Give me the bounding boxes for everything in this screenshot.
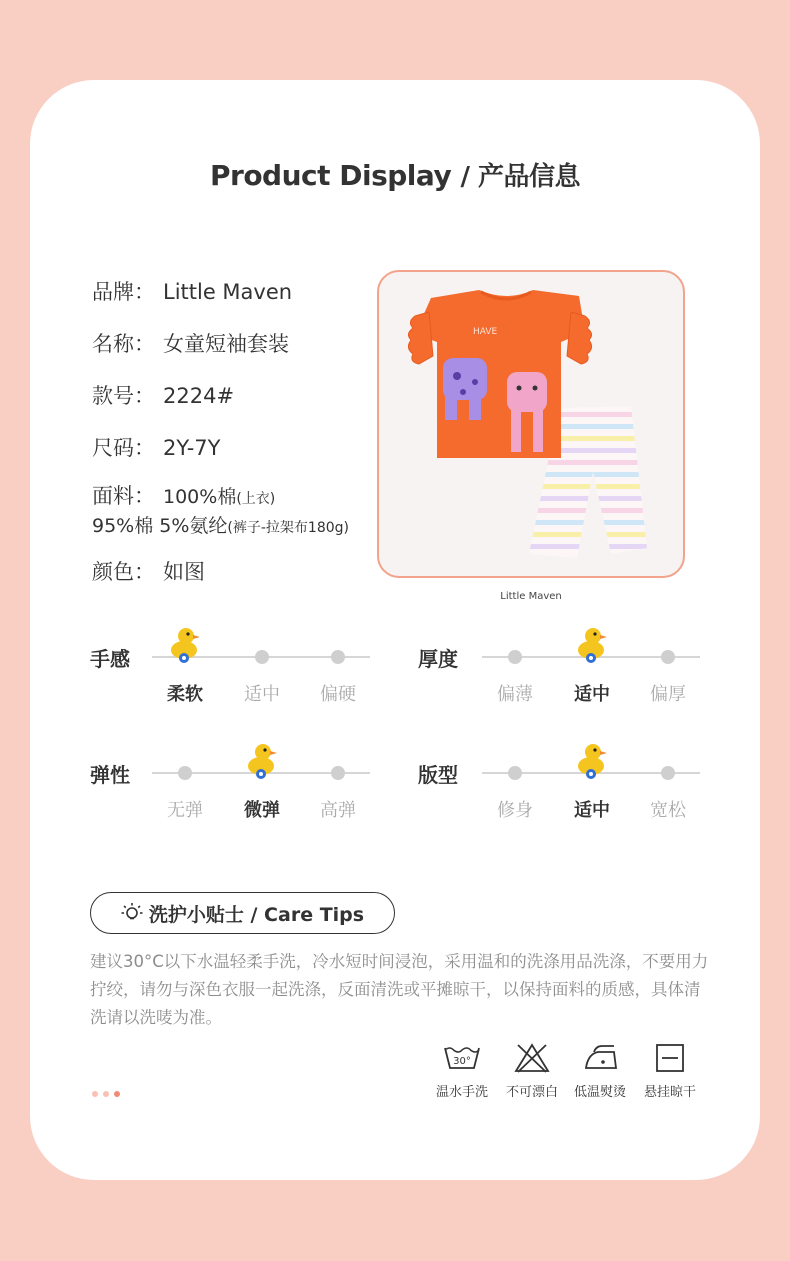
scale-dot	[661, 650, 675, 664]
scale-dot	[255, 650, 269, 664]
scale-label-elasticity: 弹性	[90, 763, 130, 787]
scale-option-label: 高弹	[320, 800, 356, 821]
info-fabric-line2: 95%棉 5%氨纶(裤子-拉架布180g)	[92, 515, 350, 537]
scale-option-label: 宽松	[650, 800, 686, 821]
scale-option-label: 适中	[244, 684, 280, 705]
scale-label-fit: 版型	[418, 763, 458, 787]
scale-dot	[661, 766, 675, 780]
info-style-no: 款号： 2224#	[92, 384, 235, 408]
outfit-illustration	[379, 272, 683, 576]
title-en: Product Display	[209, 159, 452, 192]
care-bleach	[497, 1042, 567, 1100]
low-iron-icon	[580, 1042, 620, 1074]
scale-dot	[508, 766, 522, 780]
scale-option-label: 适中	[574, 684, 610, 705]
info-fabric: 面料： 100%棉(上衣)	[92, 484, 276, 508]
duck-marker-icon	[575, 740, 609, 780]
care-dry-label: 悬挂晾干	[643, 1085, 696, 1100]
scale-dot	[331, 650, 345, 664]
scale-dot	[178, 766, 192, 780]
scale-thickness	[482, 640, 700, 705]
scale-dot	[508, 650, 522, 664]
care-tips-heading	[90, 892, 395, 934]
scale-option-label: 偏薄	[497, 684, 533, 705]
scale-option-label: 修身	[497, 800, 533, 821]
scale-option-label: 微弹	[244, 800, 280, 821]
lightbulb-icon	[121, 902, 143, 924]
info-color: 颜色： 如图	[92, 560, 205, 584]
product-photo	[377, 270, 685, 578]
scale-option-label: 适中	[574, 800, 610, 821]
care-bleach-label: 不可漂白	[505, 1085, 558, 1100]
photo-caption: Little Maven	[500, 591, 562, 602]
svg-text:HAVE: HAVE	[473, 327, 498, 337]
title-cn: / 产品信息	[460, 162, 581, 192]
care-iron-label: 低温熨烫	[573, 1085, 626, 1100]
scale-feel	[152, 640, 370, 705]
scale-option-label: 无弹	[167, 800, 203, 821]
scale-fit	[482, 756, 700, 821]
no-bleach-icon	[512, 1042, 552, 1074]
svg-text:30°: 30°	[453, 1056, 471, 1067]
duck-marker-icon	[245, 740, 279, 780]
page-dots	[92, 1091, 120, 1097]
care-tips-title: 洗护小贴士 / Care Tips	[148, 903, 365, 926]
scale-option-label: 偏厚	[650, 684, 686, 705]
page-title	[30, 156, 760, 193]
scale-dot	[331, 766, 345, 780]
info-name: 名称： 女童短袖套装	[92, 332, 289, 356]
scale-label-thickness: 厚度	[418, 647, 458, 671]
scale-option-label: 偏硬	[320, 684, 356, 705]
care-iron	[565, 1042, 635, 1100]
scale-elasticity	[152, 756, 370, 821]
duck-marker-icon	[575, 624, 609, 664]
care-tips-text: 建议30°C以下水温轻柔手洗，冷水短时间浸泡，采用温和的洗涤用品洗涤，不要用力拧绞，请勿与深色衣服一起洗涤，反面清洗或平摊晾干，以保持面料的质感，具体清洗请以洗唛为准。	[90, 952, 709, 1027]
care-dry	[635, 1042, 705, 1100]
scale-label-feel: 手感	[90, 647, 130, 671]
hang-dry-icon	[650, 1042, 690, 1074]
info-size: 尺码： 2Y-7Y	[92, 436, 221, 460]
care-wash-label: 温水手洗	[435, 1085, 488, 1100]
scale-option-label: 柔软	[167, 684, 203, 705]
duck-marker-icon	[168, 624, 202, 664]
wash-30-icon	[442, 1042, 482, 1074]
info-brand: 品牌： Little Maven	[92, 280, 293, 304]
care-wash	[427, 1042, 497, 1100]
product-card	[30, 80, 760, 1180]
